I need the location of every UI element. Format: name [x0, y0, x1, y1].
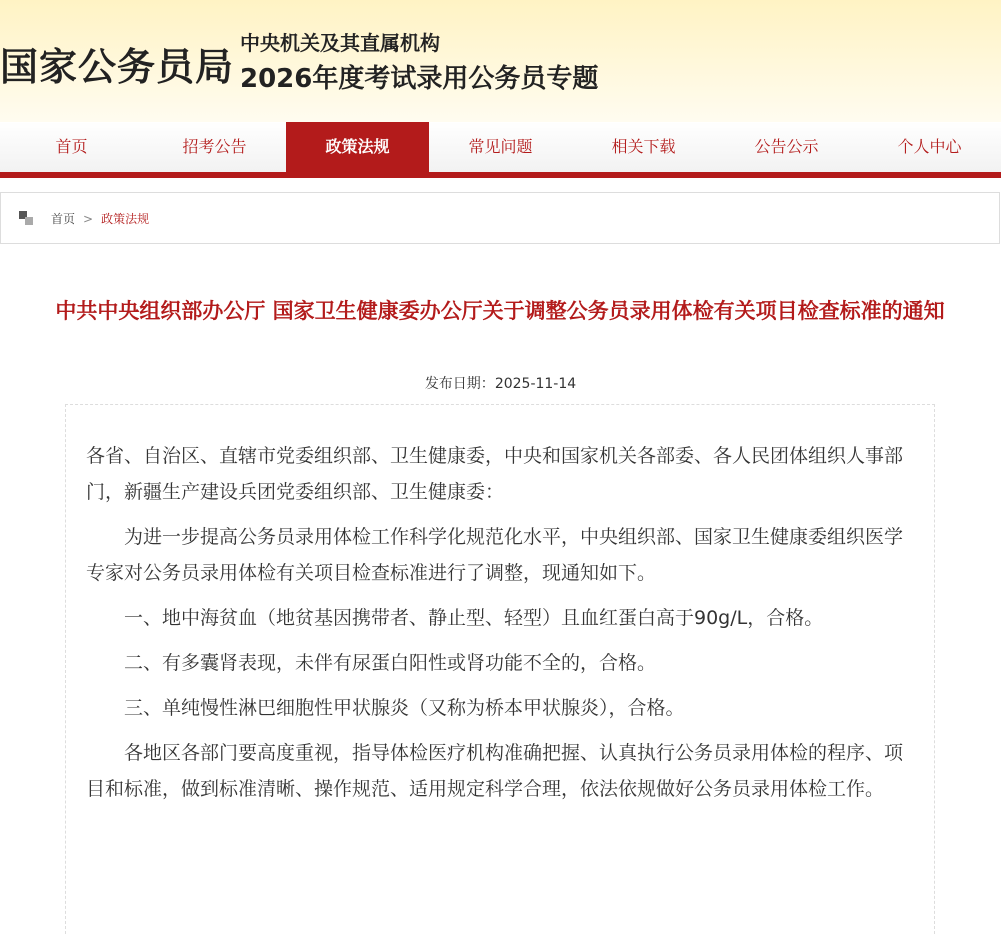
nav-item-recruitment-notices[interactable]: 招考公告 — [182, 137, 247, 156]
article-body — [65, 404, 935, 934]
nav-item-faq[interactable]: 常见问题 — [468, 137, 533, 156]
nav-item-announcements[interactable]: 公告公示 — [754, 137, 819, 156]
site-logo-text[interactable]: 国家公务员局 — [0, 45, 235, 89]
breadcrumb-separator: > — [83, 212, 94, 226]
article-paragraph-closing: 各地区各部门要高度重视，指导体检医疗机构准确把握、认真执行公务员录用体检的程序、项目和标准，做到标准清晰、操作规范、适用规定科学合理，依法依规做好公务员录用体检工作。 — [86, 742, 904, 800]
article-paragraph-item-3: 三、单纯慢性淋巴细胞性甲状腺炎（又称为桥本甲状腺炎），合格。 — [124, 697, 685, 719]
article-title: 中共中央组织部办公厅 国家卫生健康委办公厅关于调整公务员录用体检有关项目检查标准的通知 — [55, 299, 945, 323]
article-container — [0, 258, 1001, 926]
article-date-label: 发布日期： — [424, 376, 495, 392]
article-date — [0, 373, 1001, 393]
breadcrumb-bar — [0, 192, 1000, 244]
nav-item-home[interactable]: 首页 — [55, 137, 88, 156]
breadcrumb — [51, 210, 149, 227]
breadcrumb-current-link[interactable]: 政策法规 — [101, 212, 150, 226]
article-paragraph-salutation: 各省、自治区、直辖市党委组织部、卫生健康委，中央和国家机关各部委、各人民团体组织人事部门，新疆生产建设兵团党委组织部、卫生健康委： — [86, 445, 904, 503]
breadcrumb-home-link[interactable]: 首页 — [51, 212, 76, 226]
article-paragraph-item-1: 一、地中海贫血（地贫基因携带者、静止型、轻型）且血红蛋白高于90g/L，合格。 — [124, 607, 824, 629]
nav-item-downloads[interactable]: 相关下载 — [611, 137, 676, 156]
nav-item-policies[interactable]: 政策法规 — [286, 122, 429, 172]
nav-item-user-center[interactable]: 个人中心 — [897, 137, 962, 156]
site-subtitle-line2: 2026年度考试录用公务员专题 — [240, 64, 599, 94]
main-nav — [0, 122, 1001, 178]
article-paragraph-intro: 为进一步提高公务员录用体检工作科学化规范化水平，中央组织部、国家卫生健康委组织医学专家对公务员录用体检有关项目检查标准进行了调整，现通知如下。 — [86, 526, 904, 584]
site-header — [0, 0, 1001, 122]
article-date-value: 2025-11-14 — [494, 376, 577, 392]
article-paragraph-item-2: 二、有多囊肾表现，未伴有尿蛋白阳性或肾功能不全的，合格。 — [124, 652, 657, 674]
breadcrumb-location-icon — [19, 211, 33, 225]
site-subtitle-line1: 中央机关及其直属机构 — [240, 31, 440, 55]
